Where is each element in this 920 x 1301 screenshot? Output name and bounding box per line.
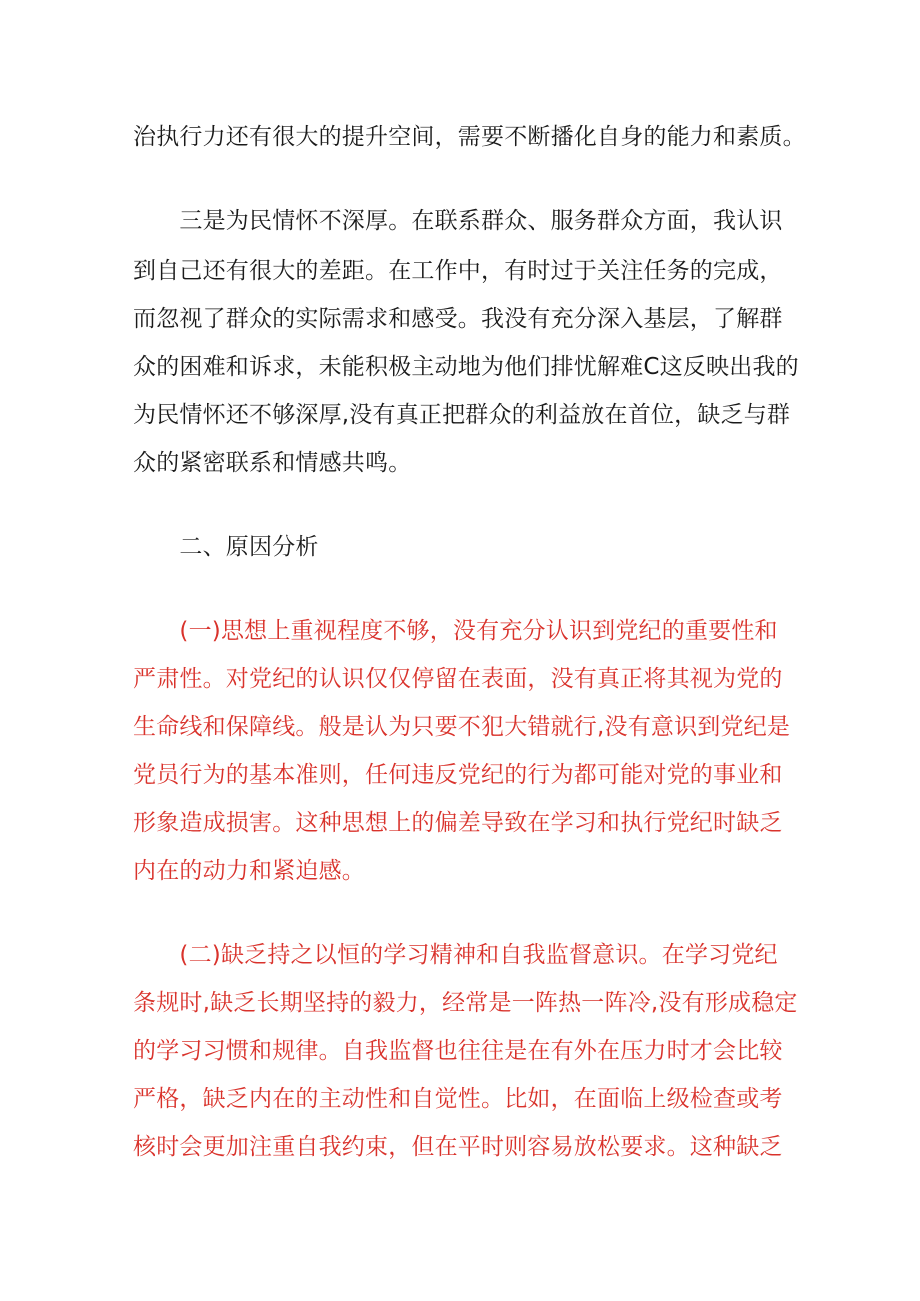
text-line: 为民情怀还不够深厚,没有真正把群众的利益放在首位，缺乏与群 — [133, 402, 791, 428]
text-line: 条规时,缺乏长期坚持的毅力，经常是一阵热一阵冷,没有形成稳定 — [133, 990, 798, 1016]
text-line: 生命线和保障线。般是认为只要不犯大错就行,没有意识到党纪是 — [133, 714, 791, 740]
text-line: (一)思想上重视程度不够，没有充分认识到党纪的重要性和 — [133, 618, 778, 644]
text-line: 严肃性。对党纪的认识仅仅停留在表面，没有真正将其视为党的 — [133, 666, 783, 692]
text-line: 众的困难和诉求，未能积极主动地为他们排忧解难C这反映出我的 — [133, 354, 799, 380]
text-line: 而忽视了群众的实际需求和感受。我没有充分深入基层，了解群 — [133, 306, 783, 332]
text-line: 到自己还有很大的差距。在工作中，有时过于关注任务的完成， — [133, 258, 783, 284]
text-line: 三是为民情怀不深厚。在联系群众、服务群众方面，我认识 — [133, 208, 783, 234]
text-line: 的学习习惯和规律。自我监督也往往是在有外在压力时才会比较 — [133, 1038, 783, 1064]
text-line: 形象造成损害。这种思想上的偏差导致在学习和执行党纪时缺乏 — [133, 810, 783, 836]
text-line: 治执行力还有很大的提升空间，需要不断播化自身的能力和素质。 — [133, 124, 806, 150]
text-line: 核时会更加注重自我约束，但在平时则容易放松要求。这种缺乏 — [133, 1134, 783, 1160]
section-heading: 二、原因分析 — [133, 534, 319, 560]
text-line: 众的紧密联系和情感共鸣。 — [133, 450, 412, 476]
text-line: 党员行为的基本准则，任何违反党纪的行为都可能对党的事业和 — [133, 762, 783, 788]
text-line: 内在的动力和紧迫感。 — [133, 858, 365, 884]
text-line: (二)缺乏持之以恒的学习精神和自我监督意识。在学习党纪 — [133, 942, 778, 968]
text-line: 严格，缺乏内在的主动性和自觉性。比如，在面临上级检查或考 — [133, 1086, 783, 1112]
